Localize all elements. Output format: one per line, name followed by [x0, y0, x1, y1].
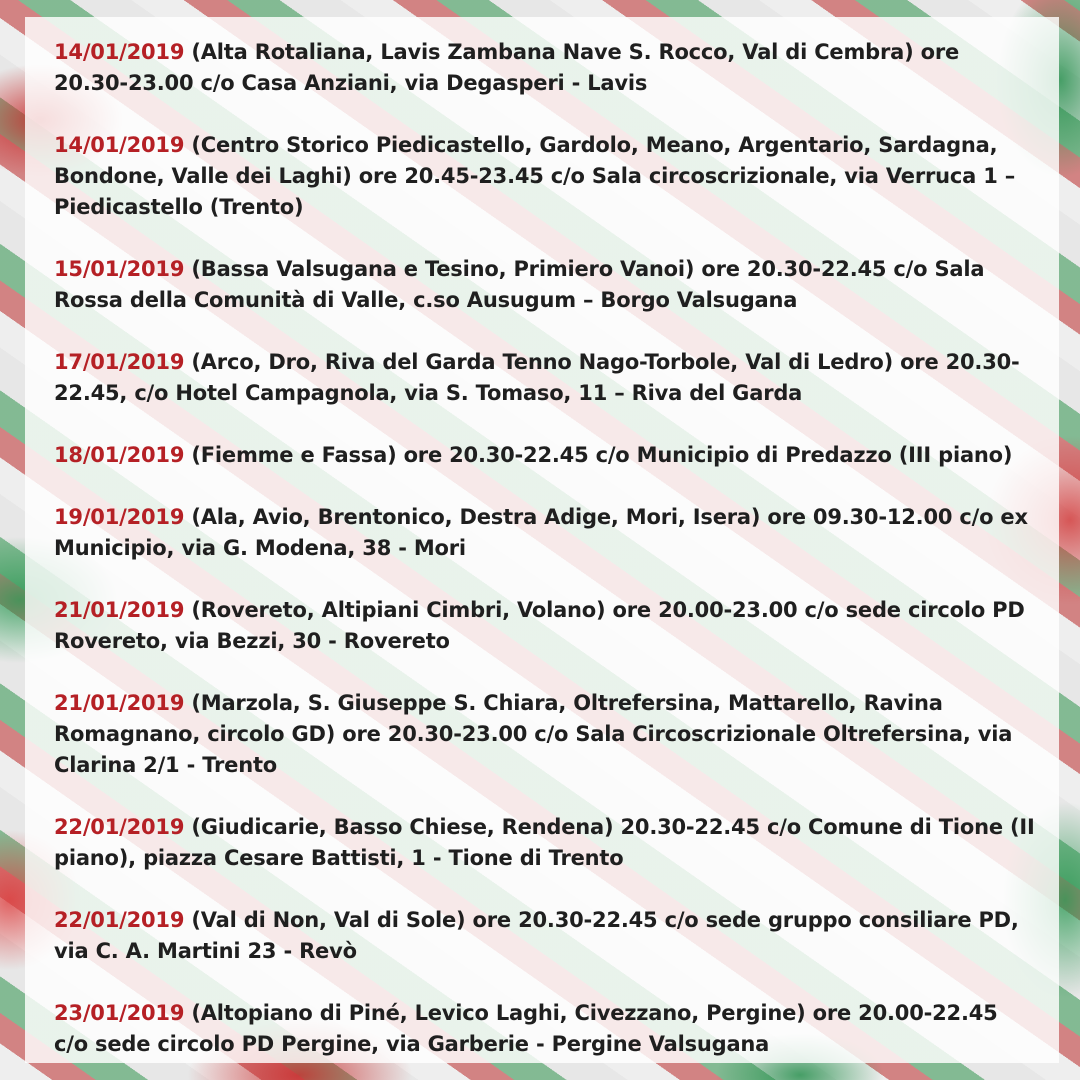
schedule-entry: [54, 502, 1037, 564]
schedule-panel: [25, 17, 1059, 1063]
entry-details: (Alta Rotaliana, Lavis Zambana Nave S. Rocco, Val di Cembra) ore 20.30-23.00 c/o Casa Anziani, via Degasperi - Lavis: [54, 40, 960, 95]
schedule-entry: [54, 130, 1037, 223]
schedule-entry: [54, 347, 1037, 409]
entry-date: 21/01/2019: [54, 598, 185, 622]
entry-date: 17/01/2019: [54, 350, 185, 374]
entry-details: (Centro Storico Piedicastello, Gardolo, Meano, Argentario, Sardagna, Bondone, Valle dei Laghi) ore 20.45-23.45 c/o Sala circoscrizionale, via Verruca 1 – Piedicastello (Trento): [54, 133, 1016, 219]
entry-date: 14/01/2019: [54, 40, 185, 64]
entry-date: 18/01/2019: [54, 443, 185, 467]
entry-date: 15/01/2019: [54, 257, 185, 281]
entry-date: 14/01/2019: [54, 133, 185, 157]
entry-date: 22/01/2019: [54, 815, 185, 839]
entry-details: (Fiemme e Fassa) ore 20.30-22.45 c/o Municipio di Predazzo (III piano): [184, 443, 1013, 467]
schedule-entry: [54, 688, 1037, 781]
schedule-entry: [54, 37, 1037, 99]
entry-details: (Ala, Avio, Brentonico, Destra Adige, Mori, Isera) ore 09.30-12.00 c/o ex Municipio, via G. Modena, 38 - Mori: [54, 505, 1028, 560]
schedule-entry: [54, 254, 1037, 316]
entry-details: (Rovereto, Altipiani Cimbri, Volano) ore 20.00-23.00 c/o sede circolo PD Rovereto, via Bezzi, 30 - Rovereto: [54, 598, 1025, 653]
entry-date: 23/01/2019: [54, 1001, 185, 1025]
entry-date: 21/01/2019: [54, 691, 185, 715]
entry-details: (Marzola, S. Giuseppe S. Chiara, Oltrefersina, Mattarello, Ravina Romagnano, circolo GD) ore 20.30-23.00 c/o Sala Circoscrizionale Oltrefersina, via Clarina 2/1 - Trento: [54, 691, 1013, 777]
entry-date: 22/01/2019: [54, 908, 185, 932]
schedule-entry: [54, 905, 1037, 967]
schedule-entry: [54, 812, 1037, 874]
entry-details: (Altopiano di Piné, Levico Laghi, Civezzano, Pergine) ore 20.00-22.45 c/o sede circolo PD Pergine, via Garberie - Pergine Valsugana: [54, 1001, 998, 1056]
entry-details: (Giudicarie, Basso Chiese, Rendena) 20.30-22.45 c/o Comune di Tione (II piano), piazza Cesare Battisti, 1 - Tione di Trento: [54, 815, 1035, 870]
schedule-entry: [54, 998, 1037, 1060]
entry-details: (Val di Non, Val di Sole) ore 20.30-22.45 c/o sede gruppo consiliare PD, via C. A. Martini 23 - Revò: [54, 908, 1019, 963]
schedule-entry: [54, 595, 1037, 657]
schedule-entry: [54, 440, 1037, 471]
entry-details: (Arco, Dro, Riva del Garda Tenno Nago-Torbole, Val di Ledro) ore 20.30-22.45, c/o Hotel Campagnola, via S. Tomaso, 11 – Riva del Garda: [54, 350, 1020, 405]
entry-details: (Bassa Valsugana e Tesino, Primiero Vanoi) ore 20.30-22.45 c/o Sala Rossa della Comunità di Valle, c.so Ausugum – Borgo Valsugana: [54, 257, 985, 312]
entry-date: 19/01/2019: [54, 505, 185, 529]
